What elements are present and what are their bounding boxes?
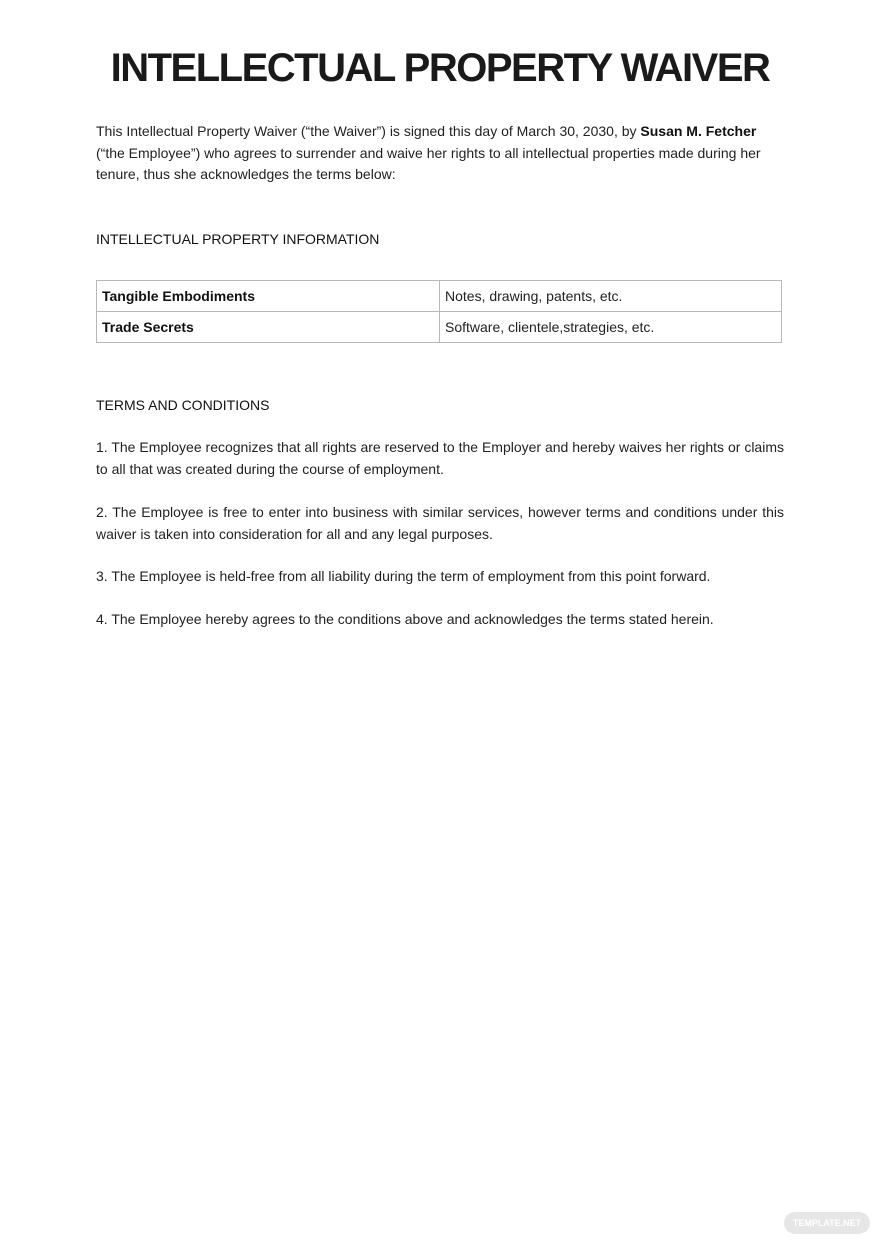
- term-item-2: 2. The Employee is free to enter into business with similar services, however terms and conditions under this waiver is taken into consideration for all and any legal purposes.: [96, 504, 784, 542]
- term-item-1: 1. The Employee recognizes that all rights are reserved to the Employer and hereby waives her rights or claims to all that was created during the course of employment.: [96, 439, 784, 477]
- table-cell-label: Trade Secrets: [97, 312, 440, 343]
- section-heading-ip-information: INTELLECTUAL PROPERTY INFORMATION: [96, 231, 380, 247]
- document-title: INTELLECTUAL PROPERTY WAIVER: [110, 46, 770, 90]
- intro-text-after: (“the Employee”) who agrees to surrender and waive her rights to all intellectual properties made during her tenure, thus she acknowledges the terms below:: [96, 144, 761, 182]
- section-heading-terms: TERMS AND CONDITIONS: [96, 397, 270, 413]
- term-item-4: 4. The Employee hereby agrees to the conditions above and acknowledges the terms stated herein.: [96, 611, 714, 627]
- table-row: [97, 281, 782, 312]
- table-cell-label: Tangible Embodiments: [97, 281, 440, 312]
- table-row: [97, 312, 782, 343]
- watermark-badge: TEMPLATE.NET: [784, 1212, 870, 1234]
- intro-text-before: This Intellectual Property Waiver (“the Waiver”) is signed this day of March 30, 2030, by: [96, 123, 641, 139]
- ip-information-table: [96, 280, 782, 343]
- table-cell-value: Software, clientele,strategies, etc.: [440, 312, 782, 343]
- employee-name: Susan M. Fetcher: [640, 123, 757, 139]
- intro-paragraph: [96, 121, 784, 186]
- term-item-3: 3. The Employee is held-free from all liability during the term of employment from this point forward.: [96, 568, 711, 584]
- table-cell-value: Notes, drawing, patents, etc.: [440, 281, 782, 312]
